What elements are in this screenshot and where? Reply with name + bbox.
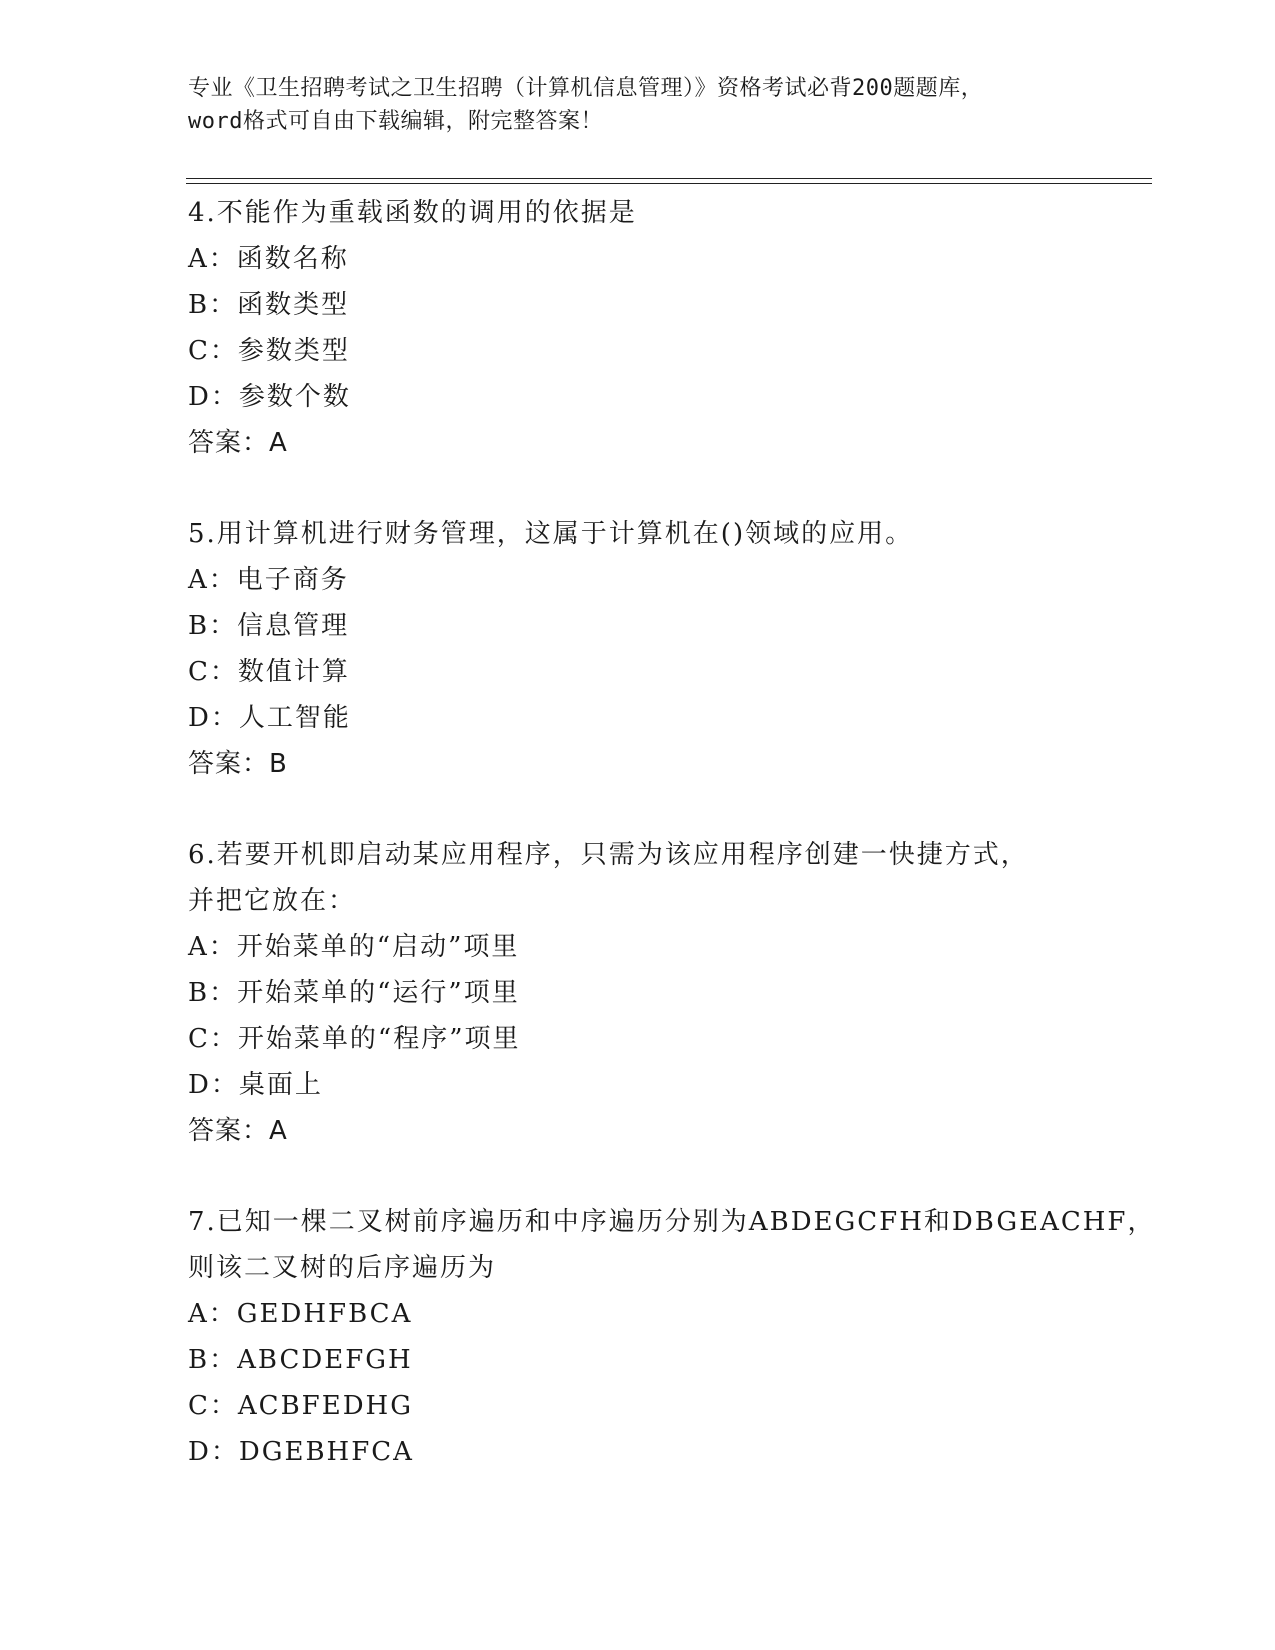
option-b [188,970,1148,1016]
option-b [188,603,1148,649]
question-stem-continued: 并把它放在： [188,886,357,916]
option-text: 开始菜单的“程序”项里 [237,1024,521,1054]
option-text: 数值计算 [237,657,350,687]
option-c [188,328,1148,374]
answer: 答案：A [188,428,288,458]
option-key: B： [188,290,238,320]
option-text: 函数名称 [236,244,349,274]
option-text: 信息管理 [237,611,350,641]
option-a [188,236,1148,282]
option-c [188,649,1148,695]
option-key: D： [188,703,239,733]
answer: 答案：A [188,1116,288,1146]
question-stem: 7.已知一棵二叉树前序遍历和中序遍历分别为ABDEGCFH和DBGEACHF， [188,1207,1156,1237]
header-line-1: 专业《卫生招聘考试之卫生招聘（计算机信息管理）》资格考试必背200题题库， [188,76,984,101]
question-stem: 6.若要开机即启动某应用程序，只需为该应用程序创建一快捷方式， [188,840,1029,870]
option-a [188,557,1148,603]
header-divider-bottom [186,183,1152,184]
option-text: DGEBHFCA [238,1437,414,1467]
option-key: C： [188,336,238,366]
question-6 [188,832,1148,1154]
option-key: D： [188,1437,239,1467]
option-text: 参数类型 [237,336,350,366]
question-stem-continued: 则该二叉树的后序遍历为 [188,1253,497,1283]
question-stem: 5.用计算机进行财务管理，这属于计算机在()领域的应用。 [188,519,914,549]
option-d [188,374,1148,420]
option-text: 电子商务 [236,565,349,595]
option-c [188,1016,1148,1062]
option-text: ACBFEDHG [237,1391,413,1421]
option-key: B： [188,1345,238,1375]
option-text: 人工智能 [238,703,351,733]
option-key: C： [188,1391,238,1421]
option-b [188,282,1148,328]
question-4 [188,190,1148,466]
answer: 答案：B [188,749,288,779]
option-d [188,1429,1148,1475]
option-text: 开始菜单的“启动”项里 [236,932,520,962]
option-key: A： [188,1299,237,1329]
option-key: B： [188,978,238,1008]
header-divider-top [186,178,1152,179]
option-key: A： [188,565,237,595]
option-d [188,1062,1148,1108]
option-a [188,1291,1148,1337]
document-header [188,72,1088,138]
option-key: D： [188,1070,239,1100]
option-key: C： [188,657,238,687]
option-text: 桌面上 [238,1070,323,1100]
option-text: 函数类型 [237,290,350,320]
option-key: C： [188,1024,238,1054]
option-key: A： [188,244,237,274]
question-list [188,190,1156,1475]
question-7 [188,1199,1156,1475]
option-text: 开始菜单的“运行”项里 [237,978,520,1008]
option-a [188,924,1148,970]
option-b [188,1337,1148,1383]
option-text: GEDHFBCA [236,1299,413,1329]
option-d [188,695,1148,741]
option-key: B： [188,611,238,641]
question-stem: 4.不能作为重载函数的调用的依据是 [188,198,637,228]
option-c [188,1383,1148,1429]
option-key: D： [188,382,239,412]
header-line-2: word格式可自由下载编辑，附完整答案！ [188,109,603,134]
question-5 [188,511,1148,787]
option-text: 参数个数 [238,382,351,412]
option-text: ABCDEFGH [237,1345,413,1375]
option-key: A： [188,932,237,962]
